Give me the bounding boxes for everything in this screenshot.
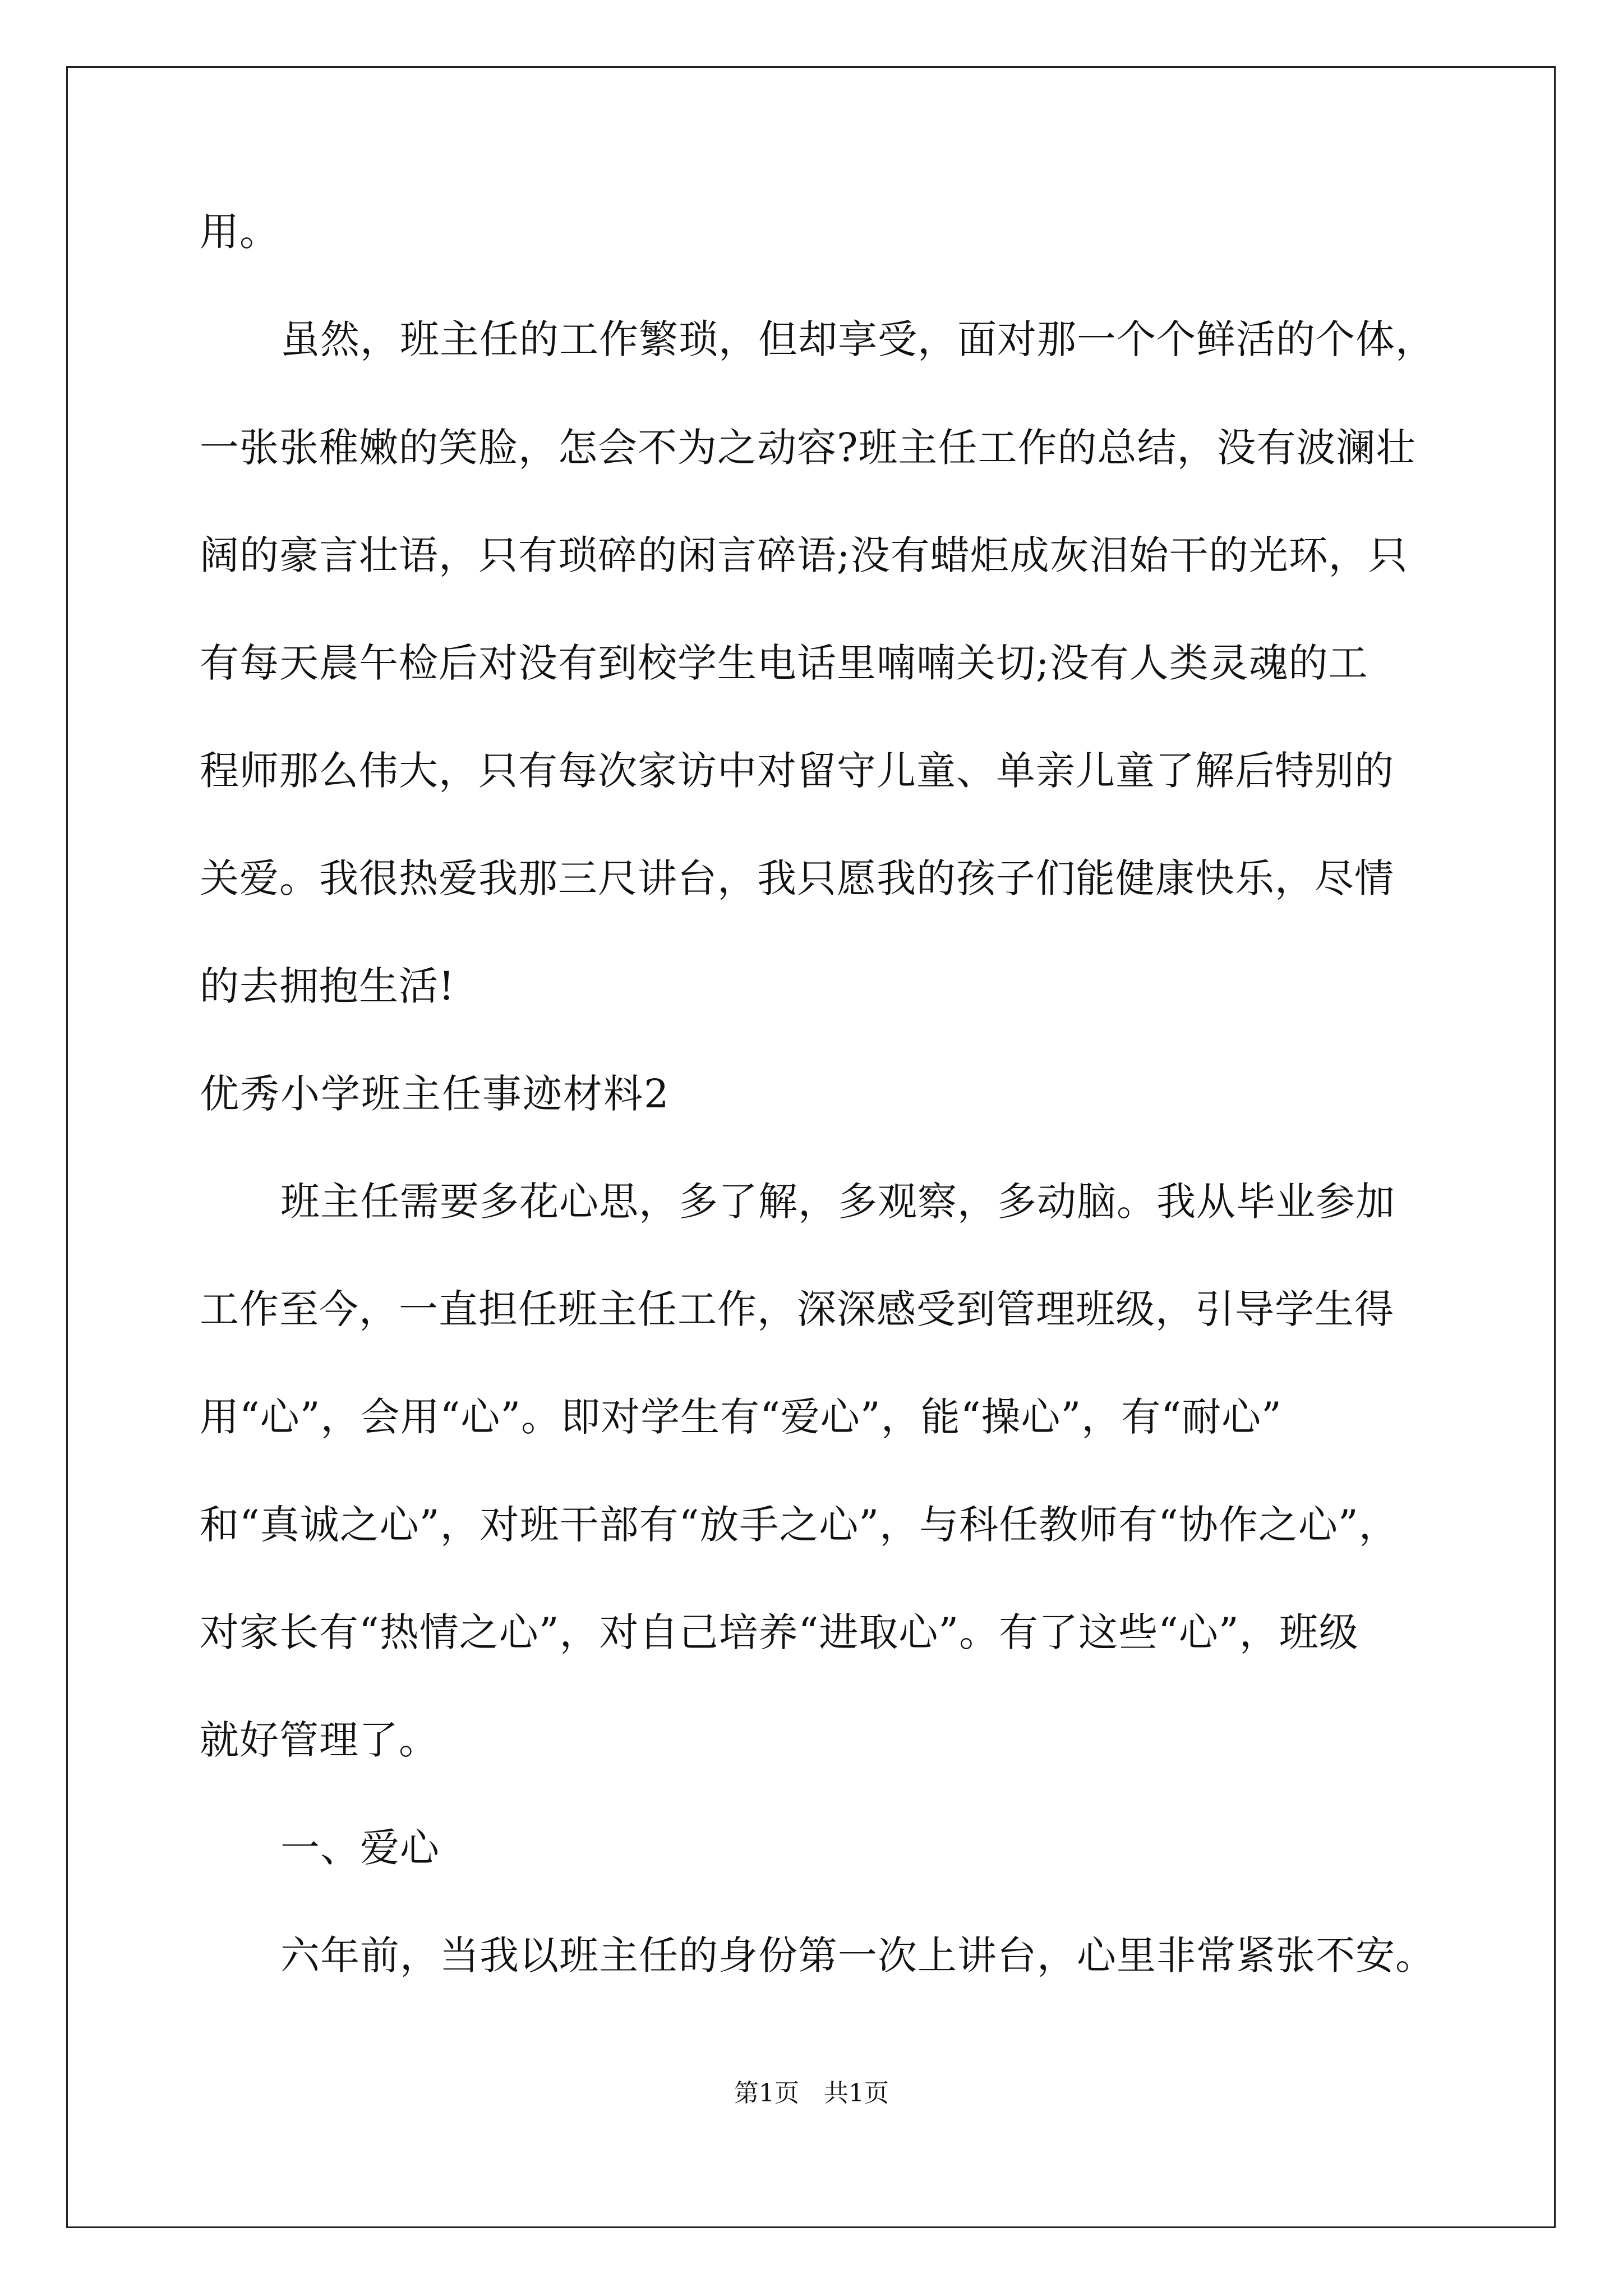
paragraph-line: 工作至今，一直担任班主任工作，深深感受到管理班级，引导学生得 — [200, 1286, 1394, 1332]
paragraph-line: 有每天晨午检后对没有到校学生电话里喃喃关切;没有人类灵魂的工 — [200, 640, 1368, 686]
subsection-heading: 一、爱心 — [280, 1825, 440, 1871]
paragraph-line: 程师那么伟大，只有每次家访中对留守儿童、单亲儿童了解后特别的 — [200, 748, 1394, 794]
paragraph-line: 和“真诚之心”，对班干部有“放手之心”，与科任教师有“协作之心”， — [200, 1502, 1399, 1548]
paragraph-line: 虽然，班主任的工作繁琐，但却享受，面对那一个个鲜活的个体， — [280, 316, 1435, 362]
page-border — [66, 66, 1556, 2228]
paragraph-line: 的去拥抱生活! — [200, 963, 455, 1009]
section-heading: 优秀小学班主任事迹材料2 — [200, 1071, 670, 1117]
paragraph-line: 关爱。我很热爱我那三尺讲台，我只愿我的孩子们能健康快乐，尽情 — [200, 855, 1394, 901]
paragraph-line: 用。 — [200, 209, 279, 255]
paragraph-line: 就好管理了。 — [200, 1717, 439, 1763]
paragraph-line: 用“心”，会用“心”。即对学生有“爱心”，能“操心”，有“耐心” — [200, 1394, 1282, 1440]
paragraph-line: 班主任需要多花心思，多了解，多观察，多动脑。我从毕业参加 — [280, 1179, 1395, 1225]
page-number-footer: 第1页 共1页 — [734, 2079, 889, 2108]
paragraph-line: 六年前，当我以班主任的身份第一次上讲台，心里非常紧张不安。 — [280, 1932, 1435, 1978]
paragraph-line: 对家长有“热情之心”，对自己培养“进取心”。有了这些“心”，班级 — [200, 1609, 1359, 1655]
paragraph-line: 阔的豪言壮语，只有琐碎的闲言碎语;没有蜡炬成灰泪始干的光环，只 — [200, 532, 1408, 578]
paragraph-line: 一张张稚嫩的笑脸，怎会不为之动容?班主任工作的总结，没有波澜壮 — [200, 425, 1416, 471]
